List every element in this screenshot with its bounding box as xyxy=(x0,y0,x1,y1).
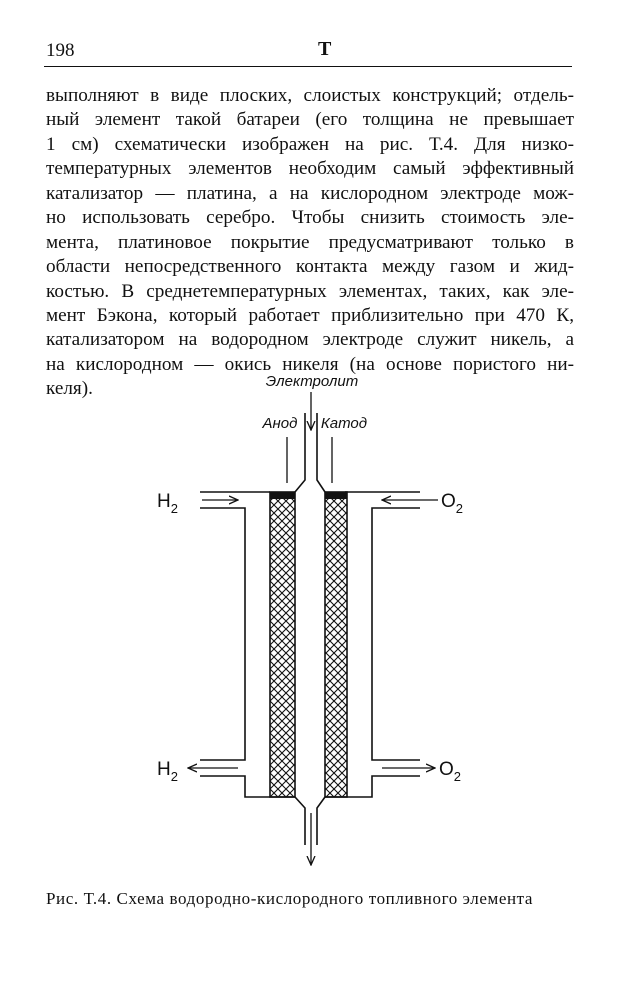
body-line: на кислородном — окись никеля (на основе пористого ни- xyxy=(46,353,574,375)
body-line: 1 см) схематически изображен на рис. Т.4. Для низко- xyxy=(46,133,574,155)
body-line: костью. В среднетемпературных элементах, таких, как эле- xyxy=(46,280,574,302)
body-line: катализатором на водородном электроде служит никель, а xyxy=(46,329,574,351)
h2-outlet-label: $H_2$ xyxy=(157,759,178,784)
anode-catalyst-layer xyxy=(270,492,295,499)
cathode-catalyst-layer xyxy=(325,492,347,499)
running-head: Т xyxy=(318,38,332,60)
body-line: ный элемент такой батареи (его толщина не превышает xyxy=(46,109,574,131)
o2-inlet-label: $O_2$ xyxy=(441,491,464,516)
body-line: мент Бэкона, который работает приблизительно при 470 К, xyxy=(46,304,574,326)
h2-inlet-label: $H_2$ xyxy=(157,491,178,516)
electrolyte-label: Электролит xyxy=(265,373,359,390)
body-line: келя). xyxy=(46,378,93,400)
o2-outlet-label: $O_2$ xyxy=(439,759,462,784)
body-line: но использовать серебро. Чтобы снизить стоимость эле- xyxy=(46,207,574,229)
header-rule xyxy=(44,66,572,67)
body-line: выполняют в виде плоских, слоистых конструкций; отдель- xyxy=(46,85,574,106)
figure-caption: Рис. Т.4. Схема водородно-кислородного топливного элемента xyxy=(46,889,534,908)
cathode-label: Катод xyxy=(320,415,368,432)
cathode-electrode xyxy=(325,492,347,797)
body-line: температурных элементов необходим самый эффективный xyxy=(46,158,574,180)
page-number: 198 xyxy=(46,40,75,61)
body-line: мента, платиновое покрытие предусматривают только в xyxy=(46,231,574,253)
body-line: области непосредственного контакта между газом и жид- xyxy=(46,256,574,278)
anode-electrode xyxy=(270,492,295,797)
body-text xyxy=(46,84,574,402)
body-line: катализатор — платина, а на кислородном электроде мож- xyxy=(46,182,574,204)
anode-label: Анод xyxy=(262,415,298,432)
electrolyte-outlet xyxy=(295,797,325,845)
fuel-cell-diagram xyxy=(150,365,490,880)
